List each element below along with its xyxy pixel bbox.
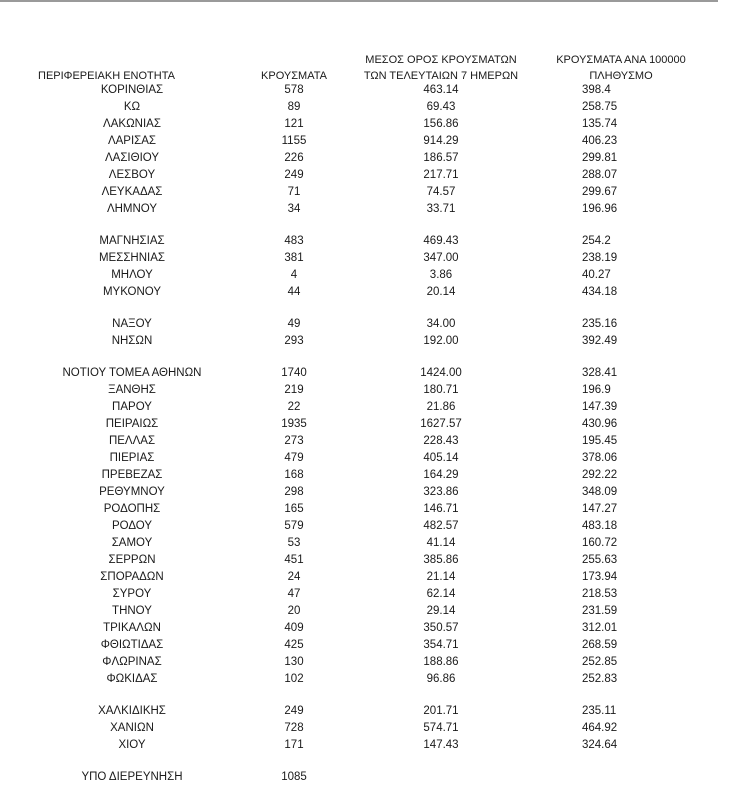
- cases-cell: 1740: [281, 367, 307, 379]
- per100k-cell: 255.63: [582, 554, 618, 566]
- table-row: [0, 99, 734, 116]
- region-cell: ΜΥΚΟΝΟΥ: [102, 286, 162, 298]
- cases-cell: 381: [284, 252, 304, 264]
- cases-cell: 219: [284, 384, 304, 396]
- region-cell: ΧΙΟΥ: [118, 739, 146, 751]
- per100k-cell: 235.11: [582, 705, 617, 717]
- region-cell: ΜΗΛΟΥ: [111, 269, 153, 281]
- avg-cell: 41.14: [426, 537, 456, 549]
- table-row: [0, 399, 734, 416]
- per100k-cell: 196.96: [582, 203, 618, 215]
- cases-cell: 226: [284, 152, 304, 164]
- table-row: [0, 654, 734, 671]
- region-cell: ΛΕΣΒΟΥ: [108, 169, 156, 181]
- per100k-cell: 324.64: [582, 739, 618, 751]
- region-cell: ΜΑΓΝΗΣΙΑΣ: [99, 235, 165, 247]
- avg-cell: 201.71: [423, 705, 459, 717]
- region-cell: ΝΑΞΟΥ: [112, 318, 152, 330]
- header-per100k-line1: ΚΡΟΥΣΜΑΤΑ ΑΝΑ 100000: [556, 54, 686, 66]
- per100k-cell: 231.59: [582, 605, 618, 617]
- cases-cell: 483: [284, 235, 304, 247]
- avg-cell: 164.29: [423, 469, 459, 481]
- region-cell: ΝΗΣΩΝ: [111, 335, 153, 347]
- cases-cell: 71: [287, 186, 301, 198]
- per100k-cell: 292.22: [582, 469, 618, 481]
- cases-cell: 89: [287, 101, 301, 113]
- header-avg-line2: ΤΩΝ ΤΕΛΕΥΤΑΙΩΝ 7 ΗΜΕΡΩΝ: [363, 70, 519, 82]
- per100k-cell: 406.23: [582, 135, 618, 147]
- table-row: [0, 433, 734, 450]
- region-cell: ΞΑΝΘΗΣ: [108, 384, 156, 396]
- avg-cell: 192.00: [423, 335, 459, 347]
- cases-cell: 102: [284, 673, 304, 685]
- region-cell: ΣΥΡΟΥ: [112, 588, 152, 600]
- per100k-cell: 238.19: [582, 252, 618, 264]
- table-row: [0, 501, 734, 518]
- cases-cell: 451: [284, 554, 304, 566]
- per100k-cell: 40.27: [582, 269, 611, 281]
- avg-cell: 156.86: [423, 118, 459, 130]
- region-cell: ΠΙΕΡΙΑΣ: [109, 452, 155, 464]
- region-cell: ΥΠΟ ΔΙΕΡΕΥΝΗΣΗ: [81, 771, 183, 783]
- avg-cell: 96.86: [426, 673, 456, 685]
- table-row: [0, 586, 734, 603]
- per100k-cell: 173.94: [582, 571, 618, 583]
- avg-cell: 21.14: [426, 571, 456, 583]
- per100k-cell: 378.06: [582, 452, 618, 464]
- per100k-cell: 483.18: [582, 520, 618, 532]
- region-cell: ΜΕΣΣΗΝΙΑΣ: [98, 252, 166, 264]
- table-row: [0, 552, 734, 569]
- per100k-cell: 312.01: [582, 622, 618, 634]
- table-row: [0, 703, 734, 720]
- avg-cell: 29.14: [426, 605, 456, 617]
- cases-cell: 579: [284, 520, 304, 532]
- avg-cell: 69.43: [426, 101, 456, 113]
- cases-cell: 728: [284, 722, 304, 734]
- avg-cell: 228.43: [423, 435, 459, 447]
- table-row: [0, 450, 734, 467]
- avg-cell: 188.86: [423, 656, 459, 668]
- cases-cell: 24: [287, 571, 301, 583]
- cases-cell: 34: [287, 203, 301, 215]
- cases-cell: 53: [287, 537, 301, 549]
- cases-cell: 168: [284, 469, 304, 481]
- avg-cell: 482.57: [423, 520, 459, 532]
- cases-cell: 293: [284, 335, 304, 347]
- cases-cell: 4: [290, 269, 298, 281]
- per100k-cell: 135.74: [582, 118, 618, 130]
- region-cell: ΡΕΘΥΜΝΟΥ: [99, 486, 165, 498]
- region-cell: ΚΟΡΙΝΘΙΑΣ: [100, 84, 164, 96]
- region-cell: ΣΑΜΟΥ: [111, 537, 153, 549]
- table-row: [0, 82, 734, 99]
- region-cell: ΠΡΕΒΕΖΑΣ: [101, 469, 163, 481]
- table-row: [0, 167, 734, 184]
- avg-cell: 33.71: [426, 203, 456, 215]
- avg-cell: 62.14: [426, 588, 456, 600]
- table-row: [0, 184, 734, 201]
- cases-cell: 249: [284, 705, 304, 717]
- header-avg: [351, 52, 531, 84]
- region-cell: ΣΠΟΡΑΔΩΝ: [100, 571, 164, 583]
- avg-cell: 354.71: [423, 639, 459, 651]
- cases-cell: 47: [287, 588, 301, 600]
- cases-cell: 165: [284, 503, 304, 515]
- table-row: [0, 484, 734, 501]
- avg-cell: 34.00: [426, 318, 456, 330]
- region-cell: ΧΑΝΙΩΝ: [110, 722, 154, 734]
- table-row: [0, 416, 734, 433]
- top-rule: [0, 0, 718, 2]
- table-row: [0, 333, 734, 350]
- per100k-cell: 160.72: [582, 537, 618, 549]
- per100k-cell: 328.41: [582, 367, 618, 379]
- table-row: [0, 382, 734, 399]
- avg-cell: 74.57: [426, 186, 456, 198]
- table-row: [0, 267, 734, 284]
- per100k-cell: 195.45: [582, 435, 618, 447]
- table-row: [0, 769, 734, 786]
- header-per100k: [528, 52, 714, 84]
- avg-cell: 180.71: [423, 384, 459, 396]
- region-cell: ΦΩΚΙΔΑΣ: [106, 673, 158, 685]
- avg-cell: 469.43: [423, 235, 459, 247]
- table-row: [0, 620, 734, 637]
- cases-cell: 1155: [281, 135, 307, 147]
- region-cell: ΠΑΡΟΥ: [112, 401, 152, 413]
- avg-cell: 347.00: [423, 252, 459, 264]
- cases-cell: 22: [287, 401, 301, 413]
- region-cell: ΦΛΩΡΙΝΑΣ: [102, 656, 162, 668]
- header-cases: ΚΡΟΥΣΜΑΤΑ: [261, 70, 327, 82]
- cases-cell: 249: [284, 169, 304, 181]
- cases-cell: 44: [287, 286, 301, 298]
- cases-cell: 425: [284, 639, 304, 651]
- table-row: [0, 233, 734, 250]
- cases-cell: 409: [284, 622, 304, 634]
- table-row: [0, 535, 734, 552]
- per100k-cell: 254.2: [582, 235, 611, 247]
- region-cell: ΝΟΤΙΟΥ ΤΟΜΕΑ ΑΘΗΝΩΝ: [62, 367, 202, 379]
- region-cell: ΛΑΣΙΘΙΟΥ: [104, 152, 160, 164]
- cases-cell: 20: [287, 605, 301, 617]
- header-region: ΠΕΡΙΦΕΡΕΙΑΚΗ ΕΝΟΤΗΤΑ: [38, 70, 175, 82]
- avg-cell: 186.57: [423, 152, 459, 164]
- header-avg-line1: ΜΕΣΟΣ ΟΡΟΣ ΚΡΟΥΣΜΑΤΩΝ: [365, 54, 517, 66]
- avg-cell: 350.57: [423, 622, 459, 634]
- table-row: [0, 316, 734, 333]
- cases-cell: 171: [284, 739, 304, 751]
- region-cell: ΣΕΡΡΩΝ: [108, 554, 156, 566]
- table-body: [0, 82, 734, 786]
- per100k-cell: 218.53: [582, 588, 618, 600]
- per100k-cell: 348.09: [582, 486, 618, 498]
- cases-cell: 1935: [281, 418, 307, 430]
- per100k-cell: 235.16: [582, 318, 618, 330]
- table-row: [0, 671, 734, 688]
- per100k-cell: 434.18: [582, 286, 618, 298]
- table-row: [0, 250, 734, 267]
- cases-cell: 273: [284, 435, 304, 447]
- per100k-cell: 147.39: [582, 401, 618, 413]
- avg-cell: 574.71: [423, 722, 459, 734]
- table-row: [0, 569, 734, 586]
- avg-cell: 217.71: [423, 169, 459, 181]
- header-per100k-line2: ΠΛΗΘΥΣΜΟ: [589, 70, 653, 82]
- avg-cell: 385.86: [423, 554, 459, 566]
- region-cell: ΛΕΥΚΑΔΑΣ: [101, 186, 163, 198]
- region-cell: ΛΑΚΩΝΙΑΣ: [103, 118, 161, 130]
- per100k-cell: 299.67: [582, 186, 618, 198]
- table-row: [0, 637, 734, 654]
- cases-cell: 479: [284, 452, 304, 464]
- avg-cell: 146.71: [423, 503, 459, 515]
- cases-cell: 1085: [281, 771, 307, 783]
- per100k-cell: 464.92: [582, 722, 618, 734]
- per100k-cell: 398.4: [582, 84, 611, 96]
- cases-cell: 578: [284, 84, 304, 96]
- per100k-cell: 299.81: [582, 152, 618, 164]
- table-row: [0, 365, 734, 382]
- avg-cell: 405.14: [423, 452, 459, 464]
- region-cell: ΛΑΡΙΣΑΣ: [107, 135, 157, 147]
- table-row: [0, 150, 734, 167]
- region-cell: ΦΘΙΩΤΙΔΑΣ: [100, 639, 164, 651]
- table-row: [0, 603, 734, 620]
- table-row: [0, 467, 734, 484]
- table-row: [0, 116, 734, 133]
- table-row: [0, 133, 734, 150]
- table-row: [0, 284, 734, 301]
- region-cell: ΤΗΝΟΥ: [112, 605, 152, 617]
- region-cell: ΛΗΜΝΟΥ: [106, 203, 158, 215]
- region-cell: ΡΟΔΟΥ: [111, 520, 153, 532]
- per100k-cell: 252.83: [582, 673, 618, 685]
- region-cell: ΠΕΛΛΑΣ: [108, 435, 156, 447]
- table-row: [0, 201, 734, 218]
- avg-cell: 21.86: [426, 401, 456, 413]
- per100k-cell: 288.07: [582, 169, 618, 181]
- per100k-cell: 430.96: [582, 418, 618, 430]
- table-row: [0, 720, 734, 737]
- avg-cell: 323.86: [423, 486, 459, 498]
- per100k-cell: 268.59: [582, 639, 618, 651]
- region-cell: ΡΟΔΟΠΗΣ: [103, 503, 161, 515]
- per100k-cell: 252.85: [582, 656, 618, 668]
- table-row: [0, 518, 734, 535]
- avg-cell: 147.43: [423, 739, 459, 751]
- region-cell: ΚΩ: [123, 101, 141, 113]
- avg-cell: 914.29: [423, 135, 459, 147]
- region-cell: ΤΡΙΚΑΛΩΝ: [103, 622, 161, 634]
- region-cell: ΧΑΛΚΙΔΙΚΗΣ: [98, 705, 166, 717]
- per100k-cell: 392.49: [582, 335, 618, 347]
- avg-cell: 463.14: [423, 84, 459, 96]
- region-cell: ΠΕΙΡΑΙΩΣ: [105, 418, 159, 430]
- table-row: [0, 737, 734, 754]
- avg-cell: 20.14: [426, 286, 456, 298]
- cases-cell: 130: [284, 656, 304, 668]
- cases-cell: 49: [287, 318, 301, 330]
- cases-cell: 298: [284, 486, 304, 498]
- avg-cell: 3.86: [429, 269, 453, 281]
- per100k-cell: 147.27: [582, 503, 618, 515]
- avg-cell: 1627.57: [420, 418, 462, 430]
- per100k-cell: 196.9: [582, 384, 611, 396]
- per100k-cell: 258.75: [582, 101, 618, 113]
- cases-cell: 121: [284, 118, 304, 130]
- avg-cell: 1424.00: [420, 367, 462, 379]
